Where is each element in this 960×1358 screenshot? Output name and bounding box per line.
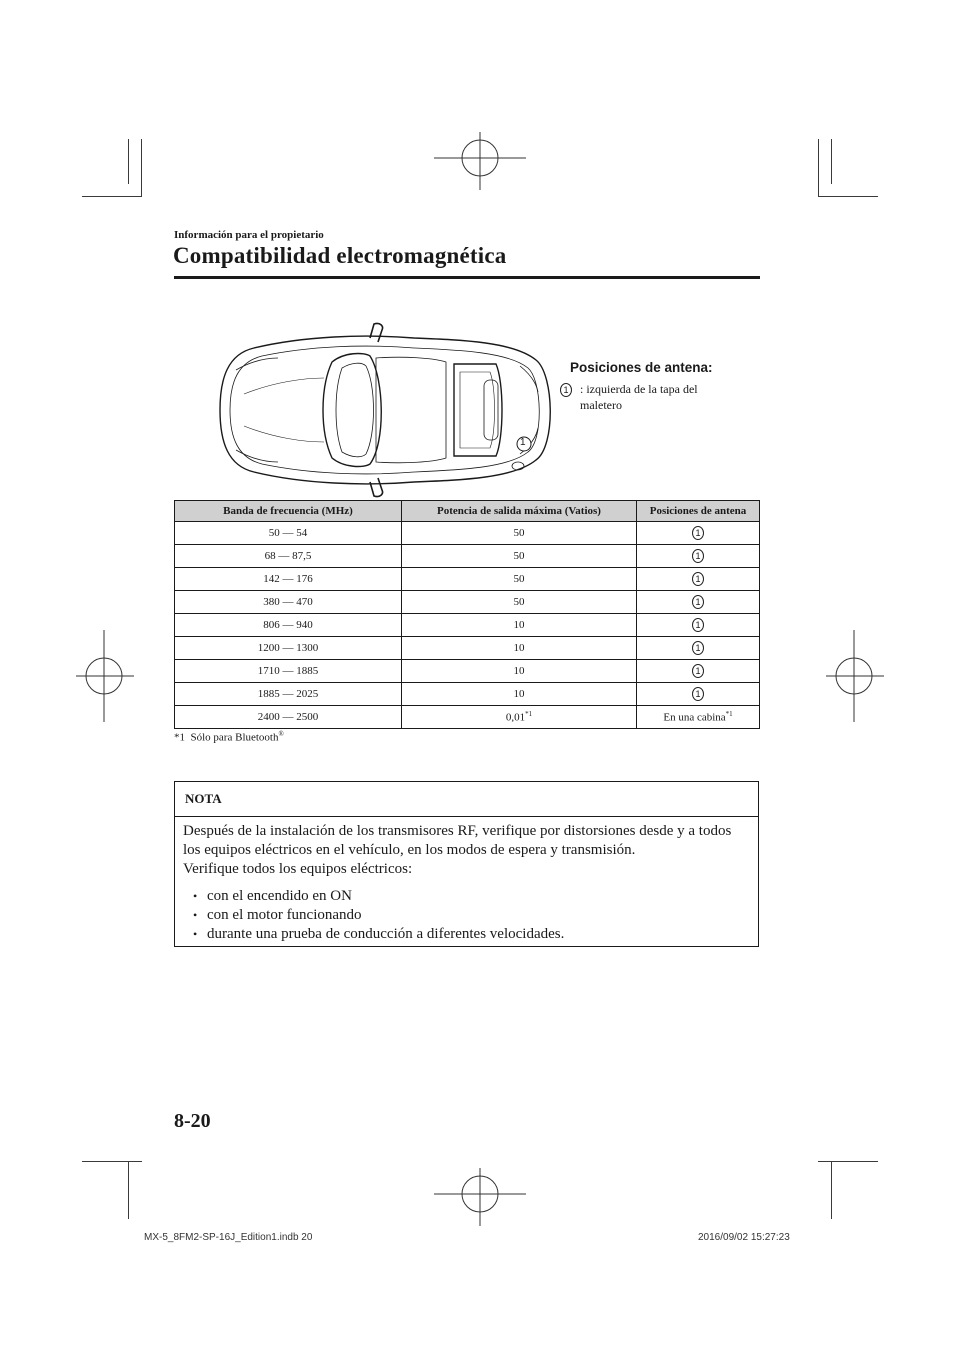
note-header xyxy=(175,782,758,817)
band-cell: 142 — 176 xyxy=(175,568,402,591)
power-cell: 50 xyxy=(402,591,637,614)
column-header: Posiciones de antena xyxy=(637,501,760,522)
legend-marker xyxy=(560,381,572,399)
circled-number-icon: 1 xyxy=(692,664,704,678)
page-title: Compatibilidad electromagnética xyxy=(173,243,507,268)
column-header: Potencia de salida máxima (Vatios) xyxy=(402,501,637,522)
legend-text: : izquierda de la tapa del maletero xyxy=(580,382,698,412)
circled-number-icon: 1 xyxy=(692,618,704,632)
power-value: 0,01 xyxy=(505,711,526,724)
position-cell xyxy=(637,660,760,683)
footnote-ref: *1 xyxy=(525,710,533,719)
note-body xyxy=(183,822,748,944)
registered-mark: ® xyxy=(278,730,284,738)
band-cell: 2400 — 2500 xyxy=(175,706,402,729)
page-number: 8-20 xyxy=(174,1110,211,1132)
crop-mark xyxy=(831,139,832,184)
note-title: NOTA xyxy=(185,791,222,806)
table-row xyxy=(175,591,760,614)
bullet-icon: • xyxy=(193,889,198,903)
table-row xyxy=(175,683,760,706)
title-rule xyxy=(174,276,760,279)
crop-mark xyxy=(818,139,819,197)
power-cell: 10 xyxy=(402,683,637,706)
note-intro: Después de la instalación de los transmisores RF, verifique por distorsiones desde y a todos los equipos eléctricos en el vehículo, en los modos de espera y transmisión. xyxy=(183,823,732,858)
band-cell: 380 — 470 xyxy=(175,591,402,614)
legend-title: Posiciones de antena: xyxy=(570,360,713,375)
table-row xyxy=(175,522,760,545)
crop-mark xyxy=(141,139,142,197)
circled-number-icon: 1 xyxy=(560,383,572,397)
registration-mark xyxy=(434,132,526,190)
table-row xyxy=(175,660,760,683)
print-timestamp: 2016/09/02 15:27:23 xyxy=(698,1232,790,1243)
position-cell xyxy=(637,614,760,637)
table-row xyxy=(175,568,760,591)
position-cell xyxy=(637,568,760,591)
power-cell: 50 xyxy=(402,545,637,568)
antenna-callout-number: 1 xyxy=(520,437,526,448)
circled-number-icon: 1 xyxy=(692,641,704,655)
power-cell: 50 xyxy=(402,568,637,591)
footnote-ref: *1 xyxy=(725,710,733,719)
note-list xyxy=(183,887,748,944)
power-cell xyxy=(402,706,637,729)
table-row xyxy=(175,637,760,660)
crop-mark xyxy=(831,1161,832,1219)
band-cell: 68 — 87,5 xyxy=(175,545,402,568)
position-cell xyxy=(637,683,760,706)
circled-number-icon: 1 xyxy=(692,687,704,701)
position-cell xyxy=(637,545,760,568)
position-cell xyxy=(637,522,760,545)
note-lead: Verifique todos los equipos eléctricos: xyxy=(183,861,413,877)
band-cell: 1200 — 1300 xyxy=(175,637,402,660)
circled-number-icon: 1 xyxy=(692,595,704,609)
band-cell: 1710 — 1885 xyxy=(175,660,402,683)
registration-mark xyxy=(434,1168,526,1226)
band-cell: 50 — 54 xyxy=(175,522,402,545)
crop-mark xyxy=(82,196,142,197)
circled-number-icon: 1 xyxy=(692,572,704,586)
crop-mark xyxy=(818,1161,878,1162)
table-row xyxy=(175,545,760,568)
registration-mark xyxy=(76,630,134,722)
list-item: • con el encendido en ON xyxy=(193,888,352,904)
table-footnote xyxy=(174,730,284,744)
list-item: • durante una prueba de conducción a diferentes velocidades. xyxy=(193,926,565,942)
footnote-text: Sólo para Bluetooth xyxy=(190,731,279,744)
power-cell: 50 xyxy=(402,522,637,545)
crop-mark xyxy=(818,196,878,197)
bullet-icon: • xyxy=(193,927,198,941)
position-cell xyxy=(637,637,760,660)
list-item: • con el motor funcionando xyxy=(193,907,362,923)
car-top-view-illustration xyxy=(214,322,560,498)
power-cell: 10 xyxy=(402,614,637,637)
table-row xyxy=(175,706,760,729)
footnote-mark: *1 xyxy=(174,731,185,744)
registration-mark xyxy=(826,630,884,722)
circled-number-icon: 1 xyxy=(692,549,704,563)
table-row xyxy=(175,614,760,637)
table-header-row xyxy=(175,501,760,522)
section-label: Información para el propietario xyxy=(174,229,324,241)
column-header: Banda de frecuencia (MHz) xyxy=(175,501,402,522)
bullet-icon: • xyxy=(193,908,198,922)
note-box xyxy=(174,781,759,947)
crop-mark xyxy=(128,1161,129,1219)
power-cell: 10 xyxy=(402,637,637,660)
band-cell: 1885 — 2025 xyxy=(175,683,402,706)
circled-number-icon: 1 xyxy=(692,526,704,540)
position-cell xyxy=(637,591,760,614)
band-cell: 806 — 940 xyxy=(175,614,402,637)
crop-mark xyxy=(82,1161,142,1162)
position-text: En una cabina xyxy=(663,711,726,724)
print-file-info: MX-5_8FM2-SP-16J_Edition1.indb 20 xyxy=(144,1232,313,1243)
crop-mark xyxy=(128,139,129,184)
power-cell: 10 xyxy=(402,660,637,683)
frequency-table xyxy=(174,500,760,729)
position-cell xyxy=(637,706,760,729)
